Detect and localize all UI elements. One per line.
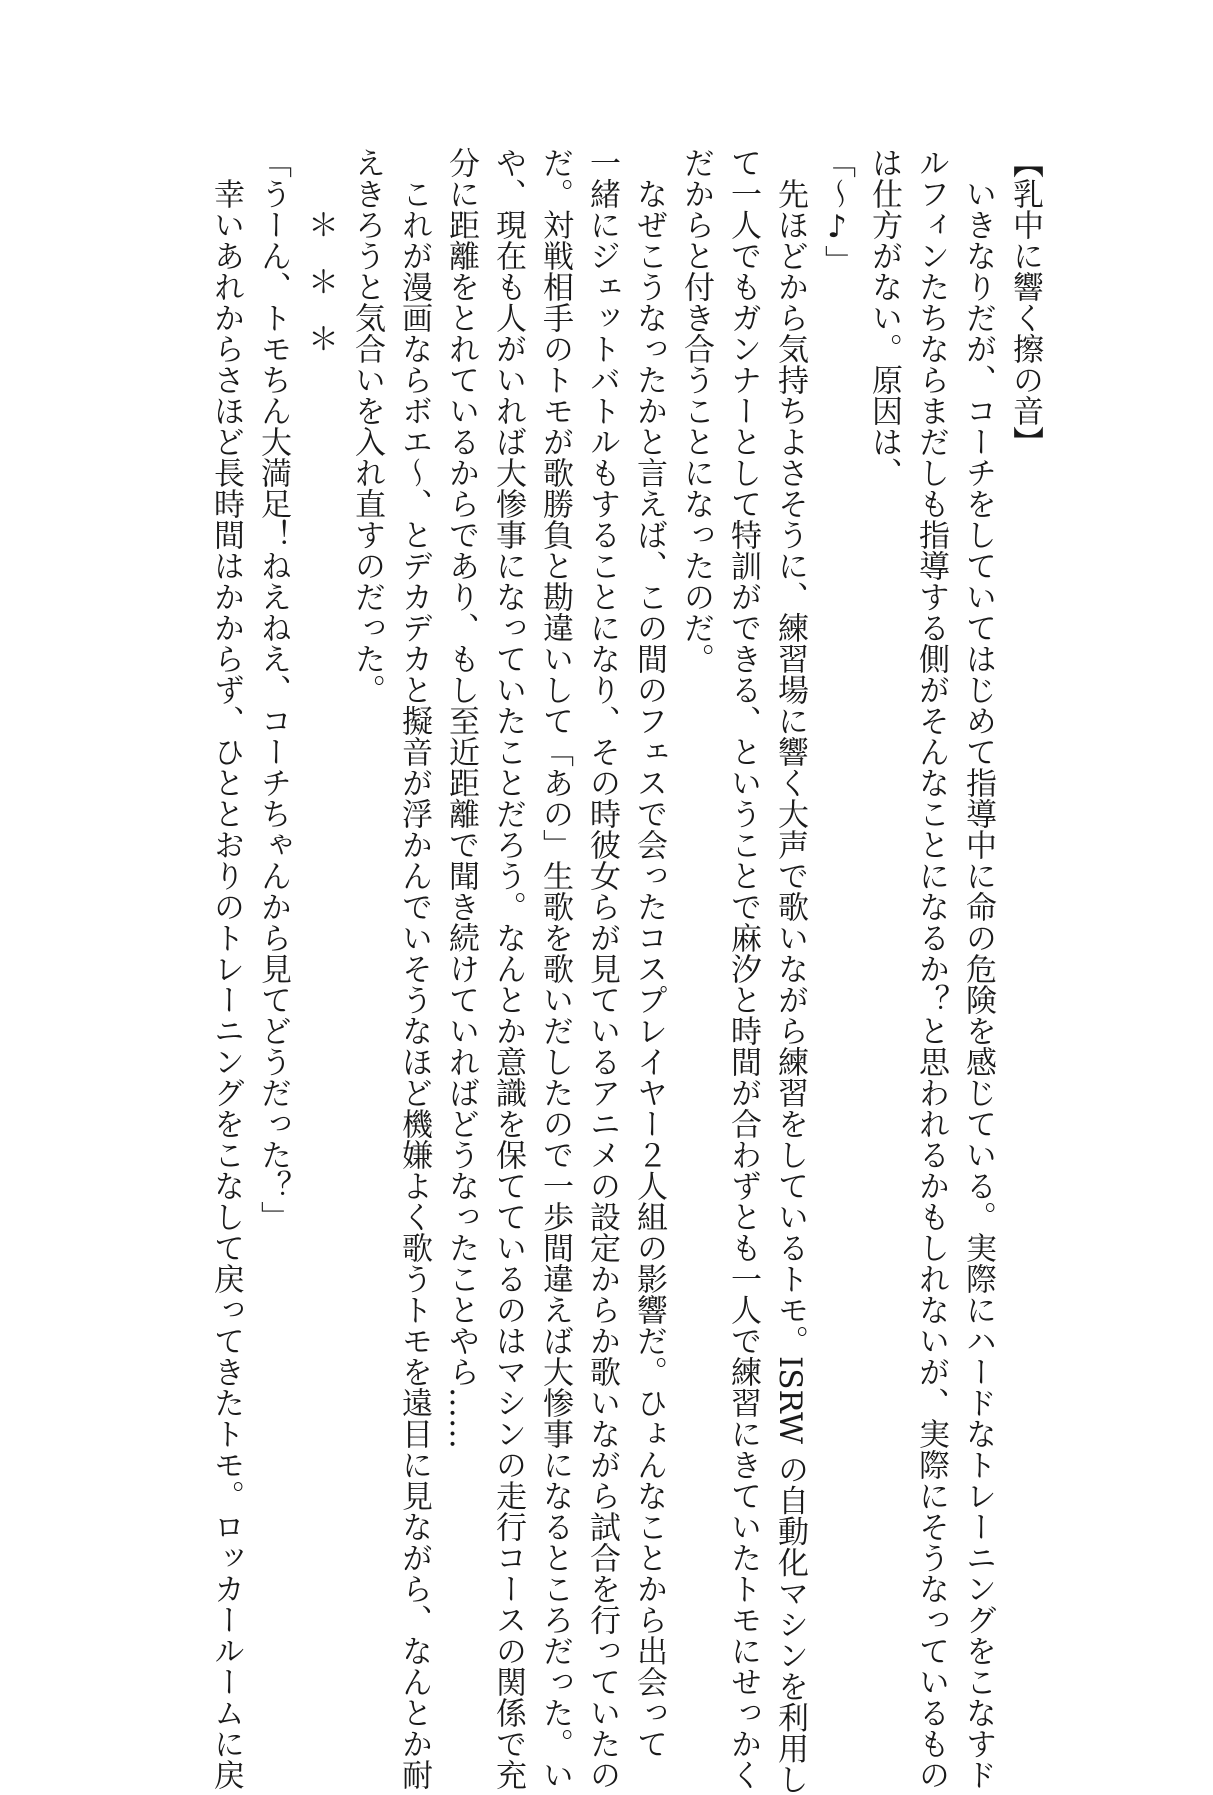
paragraph-line: だ。対戦相手のトモが歌勝負と勘違いして「あの」生歌を歌いだしたので一歩間違えば大惨事になるところだった。い <box>537 147 573 1790</box>
paragraph-line: えきろうと気合いを入れ直すのだった。 <box>349 147 385 705</box>
paragraph-line: なぜこうなったかと言えば、この間のフェスで会ったコスプレイヤー２人組の影響だ。ひょんなことから出会って <box>631 147 667 1759</box>
paragraph-line: だからと付き合うことになったのだ。 <box>678 147 714 674</box>
paragraph-line: いきなりだが、コーチをしていてはじめて指導中に命の危険を感じている。実際にハードなトレーニングをこなすド <box>960 147 996 1790</box>
paragraph-line: 分に距離をとれているからであり、もし至近距離で聞き続けていればどうなったことやら…… <box>443 147 479 1449</box>
dialogue-line: 「～♪」 <box>819 147 855 276</box>
paragraph-line: 幸いあれからさほど長時間はかからず、ひととおりのトレーニングをこなして戻ってきたトモ。ロッカールームに戻 <box>208 147 244 1790</box>
paragraph-line: 一緒にジェットバトルもすることになり、その時彼女らが見ているアニメの設定からか歌いながら試合を行っていたの <box>584 147 620 1790</box>
paragraph-line: は仕方がない。原因は、 <box>866 147 902 488</box>
dialogue-line: 「うーん、トモちん大満足！ねえねえ、コーチちゃんから見てどうだった？」 <box>255 147 291 1232</box>
paragraph-line: これが漫画ならボエ～、とデカデカと擬音が浮かんでいそうなほど機嫌よく歌うトモを遠目に見ながら、なんとか耐 <box>396 147 432 1790</box>
vertical-text-body <box>202 147 1048 1795</box>
section-heading: 【乳中に響く擦の音】 <box>1007 147 1043 457</box>
paragraph-line: 先ほどから気持ちよさそうに、練習場に響く大声で歌いながら練習をしているトモ。ISRW の自動化マシンを利用し <box>772 147 808 1795</box>
paragraph-line: て一人でもガンナーとして特訓ができる、ということで麻汐と時間が合わずとも一人で練習にきていたトモにせっかく <box>725 147 761 1790</box>
paragraph-line: ルフィンたちならまだしも指導する側がそんなことになるか？と思われるかもしれないが、実際にそうなっているもの <box>913 147 949 1790</box>
paragraph-line: や、現在も人がいれば大惨事になっていたことだろう。なんとか意識を保てているのはマシンの走行コースの関係で充 <box>490 147 526 1790</box>
scene-break-asterisks: ＊＊＊ <box>302 209 338 380</box>
